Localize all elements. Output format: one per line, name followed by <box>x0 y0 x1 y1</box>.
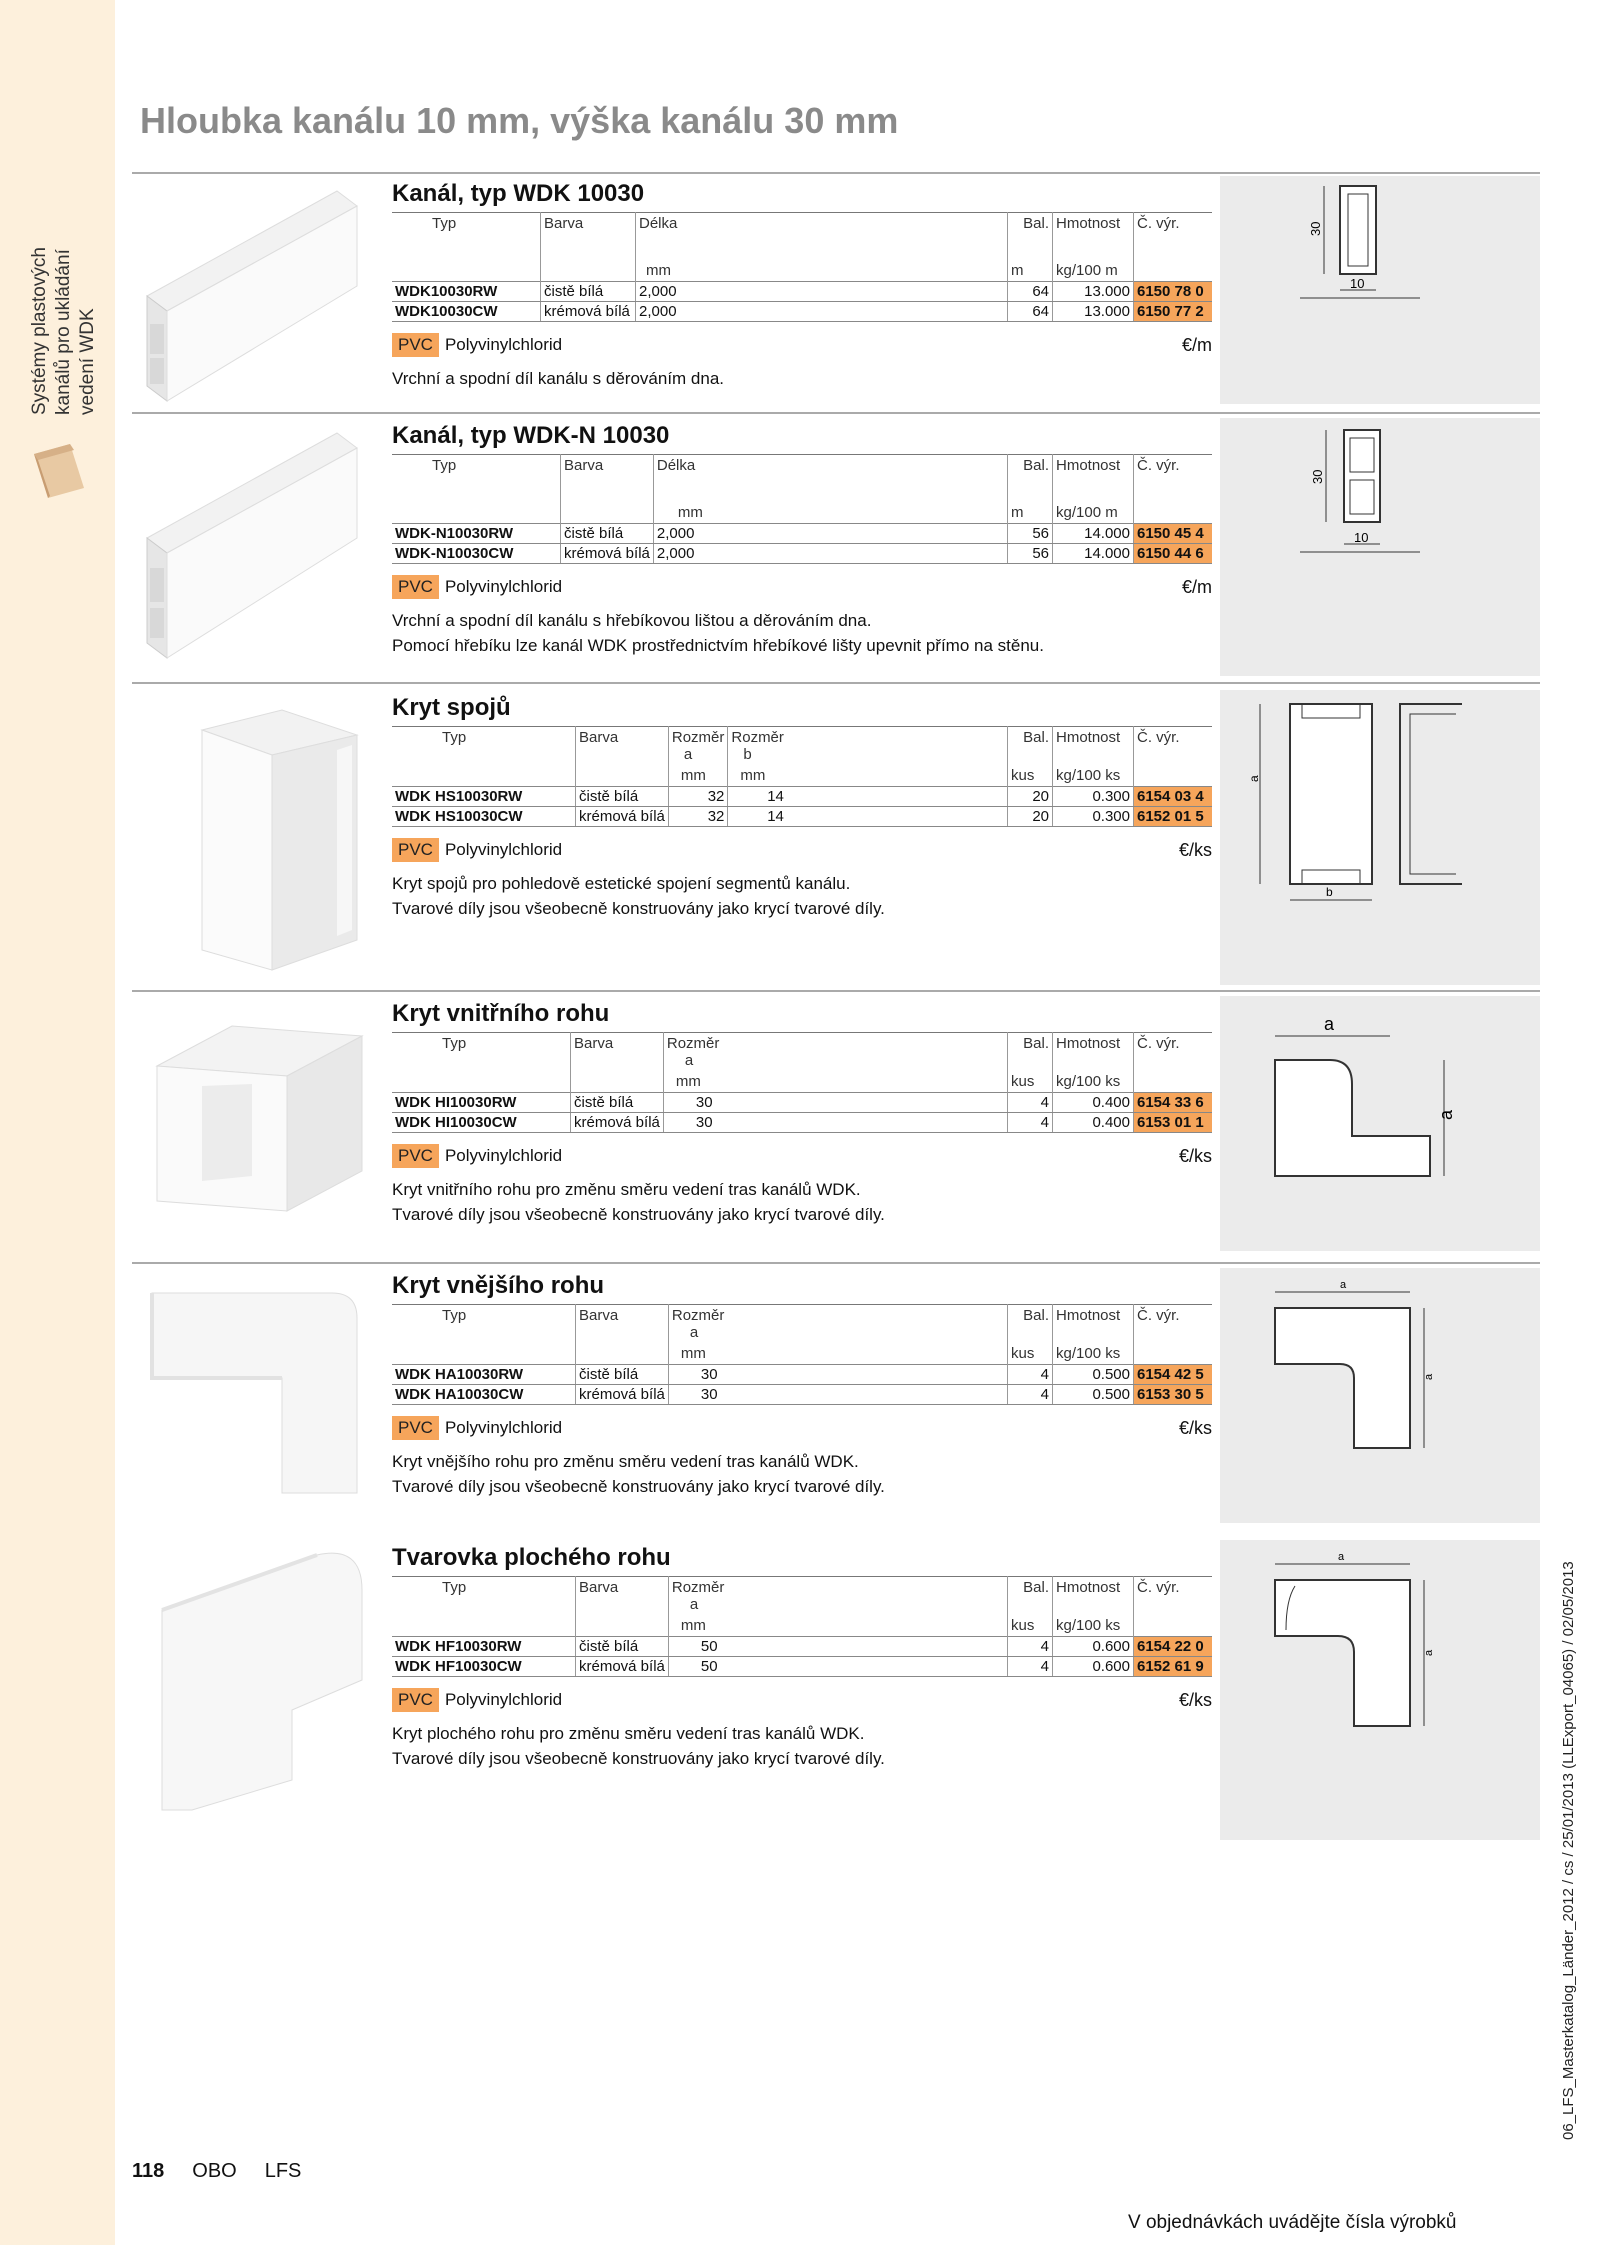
cell-dim: 30 <box>668 1365 755 1385</box>
cell-weight: 14.000 <box>1053 544 1134 564</box>
sidebar-label <box>28 247 100 415</box>
description-line: Kryt plochého rohu pro změnu směru vedení tras kanálů WDK. <box>392 1724 865 1743</box>
col-delka: Délka <box>653 455 930 477</box>
description-line: Kryt spojů pro pohledově estetické spojení segmentů kanálu. <box>392 874 851 893</box>
cell-weight: 0.600 <box>1053 1637 1134 1657</box>
cell-typ: WDK HA10030CW <box>392 1385 576 1405</box>
price-unit: €/m <box>1181 576 1212 597</box>
description-line: Kryt vnitřního rohu pro změnu směru vedení tras kanálů WDK. <box>392 1180 861 1199</box>
product-image <box>132 418 387 668</box>
cell-bal: 4 <box>1008 1093 1053 1113</box>
col-typ: Typ <box>442 1035 467 1052</box>
material-row <box>392 574 1212 600</box>
cell-weight: 0.400 <box>1053 1113 1134 1133</box>
material-row <box>392 332 1212 358</box>
unit-a: mm <box>668 765 728 787</box>
table-row <box>392 807 1212 827</box>
cell-dim: 30 <box>663 1093 750 1113</box>
material-code: PVC <box>392 838 439 862</box>
cell-dim: 2,000 <box>653 524 930 544</box>
material-name: Polyvinylchlorid <box>444 1690 563 1709</box>
cell-barva: čistě bílá <box>571 1093 664 1113</box>
material-name: Polyvinylchlorid <box>444 1418 563 1437</box>
order-note: V objednávkách uvádějte čísla výrobků <box>1128 2212 1457 2233</box>
col-hmotnost: Hmotnost <box>1053 1305 1134 1344</box>
col-barva: Barva <box>561 455 654 477</box>
spec-table <box>392 1304 1212 1405</box>
cell-weight: 0.400 <box>1053 1093 1134 1113</box>
cell-article: 6154 03 4 <box>1134 787 1213 807</box>
cell-a: 32 <box>668 807 728 827</box>
unit-weight: kg/100 m <box>1053 260 1134 282</box>
cell-article: 6150 44 6 <box>1134 544 1213 564</box>
product-section <box>392 176 1212 391</box>
cell-typ: WDK HF10030CW <box>392 1657 576 1677</box>
material-code: PVC <box>392 575 439 599</box>
col-rozmer: Rozměr a <box>668 1305 755 1344</box>
material-code: PVC <box>392 1144 439 1168</box>
unit-bal: kus <box>1008 765 1053 787</box>
cell-article: 6152 61 9 <box>1134 1657 1213 1677</box>
col-rozmer-a: Rozměr a <box>668 727 728 766</box>
section-title: Kryt vnitřního rohu <box>392 1000 610 1027</box>
spec-table <box>392 212 1212 322</box>
dim-label: a <box>1436 1109 1456 1120</box>
col-bal: Bal. <box>1008 213 1053 235</box>
col-hmotnost: Hmotnost <box>1053 213 1134 235</box>
col-cvyr: Č. výr. <box>1134 727 1213 766</box>
col-barva: Barva <box>576 727 669 766</box>
sidebar <box>0 0 115 2245</box>
cell-article: 6150 78 0 <box>1134 282 1213 302</box>
table-row <box>392 1637 1212 1657</box>
material-row <box>392 1415 1212 1441</box>
table-row <box>392 787 1212 807</box>
dim-label: a <box>1247 775 1261 782</box>
cell-b: 14 <box>728 807 787 827</box>
unit-dim: mm <box>636 260 923 282</box>
col-typ: Typ <box>432 457 457 474</box>
cell-bal: 56 <box>1008 544 1053 564</box>
material-code: PVC <box>392 1416 439 1440</box>
description-line: Vrchní a spodní díl kanálu s hřebíkovou lištou a děrováním dna. <box>392 611 872 630</box>
price-unit: €/ks <box>1178 1417 1212 1438</box>
spec-table <box>392 1576 1212 1677</box>
section-divider <box>132 172 1540 174</box>
product-section <box>392 1540 1212 1771</box>
page-title: Hloubka kanálu 10 mm, výška kanálu 30 mm <box>140 100 899 141</box>
table-row <box>392 1657 1212 1677</box>
col-bal: Bal. <box>1008 727 1053 766</box>
cell-weight: 0.500 <box>1053 1385 1134 1405</box>
cell-bal: 4 <box>1008 1385 1053 1405</box>
material-code: PVC <box>392 333 439 357</box>
page-footer <box>132 2160 301 2183</box>
cell-dim: 2,000 <box>636 282 923 302</box>
section-title: Kanál, typ WDK 10030 <box>392 180 645 207</box>
table-row <box>392 302 1212 322</box>
unit-dim: mm <box>653 502 930 524</box>
cell-typ: WDK HS10030CW <box>392 807 576 827</box>
dim-label: a <box>1324 1014 1335 1034</box>
section-title: Kanál, typ WDK-N 10030 <box>392 422 670 449</box>
unit-dim: mm <box>668 1615 755 1637</box>
description-line: Pomocí hřebíku lze kanál WDK prostřednictvím hřebíkové lišty upevnit přímo na stěnu. <box>392 636 1044 655</box>
unit-weight: kg/100 ks <box>1053 765 1134 787</box>
cell-dim: 30 <box>668 1385 755 1405</box>
cell-typ: WDK HF10030RW <box>392 1637 576 1657</box>
description <box>392 366 1212 391</box>
sidebar-line: vedení WDK <box>77 308 98 415</box>
product-image <box>132 1540 387 1820</box>
dim-label: 10 <box>1350 276 1365 291</box>
product-image <box>132 176 387 406</box>
cell-barva: čistě bílá <box>576 1365 669 1385</box>
description <box>392 871 1212 921</box>
col-barva: Barva <box>576 1305 669 1344</box>
material-row <box>392 837 1212 863</box>
unit-weight: kg/100 ks <box>1053 1615 1134 1637</box>
description <box>392 608 1212 658</box>
cell-bal: 20 <box>1008 807 1053 827</box>
cell-barva: krémová bílá <box>576 807 669 827</box>
cell-article: 6154 33 6 <box>1134 1093 1213 1113</box>
col-rozmer: Rozměr a <box>663 1033 750 1072</box>
cell-dim: 2,000 <box>653 544 930 564</box>
cell-b: 14 <box>728 787 787 807</box>
section-title: Tvarovka plochého rohu <box>392 1544 671 1571</box>
cell-typ: WDK-N10030RW <box>392 524 561 544</box>
cell-barva: čistě bílá <box>576 1637 669 1657</box>
cell-bal: 4 <box>1008 1365 1053 1385</box>
unit-bal: kus <box>1008 1071 1053 1093</box>
material-code: PVC <box>392 1688 439 1712</box>
cell-barva: krémová bílá <box>576 1657 669 1677</box>
cell-typ: WDK10030RW <box>392 282 541 302</box>
cell-dim: 30 <box>663 1113 750 1133</box>
material-name: Polyvinylchlorid <box>444 1146 563 1165</box>
col-hmotnost: Hmotnost <box>1053 727 1134 766</box>
cell-typ: WDK HI10030CW <box>392 1113 571 1133</box>
material-row <box>392 1143 1212 1169</box>
unit-weight: kg/100 m <box>1053 502 1134 524</box>
col-barva: Barva <box>576 1577 669 1616</box>
col-hmotnost: Hmotnost <box>1053 455 1134 477</box>
col-cvyr: Č. výr. <box>1134 1577 1213 1616</box>
price-unit: €/ks <box>1178 839 1212 860</box>
description-line: Tvarové díly jsou všeobecně konstruovány jako krycí tvarové díly. <box>392 1205 885 1224</box>
col-bal: Bal. <box>1008 1305 1053 1344</box>
cell-weight: 0.600 <box>1053 1657 1134 1677</box>
cell-barva: krémová bílá <box>541 302 636 322</box>
cell-article: 6153 01 1 <box>1134 1113 1213 1133</box>
cell-article: 6150 45 4 <box>1134 524 1213 544</box>
cell-article: 6153 30 5 <box>1134 1385 1213 1405</box>
unit-weight: kg/100 ks <box>1053 1071 1134 1093</box>
description-line: Kryt vnějšího rohu pro změnu směru vedení tras kanálů WDK. <box>392 1452 859 1471</box>
cell-article: 6150 77 2 <box>1134 302 1213 322</box>
product-image <box>132 1268 387 1518</box>
material-name: Polyvinylchlorid <box>444 840 563 859</box>
description-line: Tvarové díly jsou všeobecně konstruovány jako krycí tvarové díly. <box>392 1477 885 1496</box>
cell-barva: čistě bílá <box>541 282 636 302</box>
cell-typ: WDK HA10030RW <box>392 1365 576 1385</box>
cell-dim: 50 <box>668 1657 755 1677</box>
spec-table <box>392 726 1212 827</box>
description-line: Vrchní a spodní díl kanálu s děrováním dna. <box>392 369 725 388</box>
cell-barva: krémová bílá <box>571 1113 664 1133</box>
cell-barva: krémová bílá <box>561 544 654 564</box>
section-divider <box>132 990 1540 992</box>
dim-label: b <box>1326 885 1333 899</box>
dim-label: 10 <box>1354 530 1369 545</box>
description-line: Tvarové díly jsou všeobecně konstruovány jako krycí tvarové díly. <box>392 1749 885 1768</box>
dimension-drawing <box>1220 996 1540 1251</box>
unit-bal: kus <box>1008 1615 1053 1637</box>
section-title: Kryt vnějšího rohu <box>392 1272 605 1299</box>
dim-label: a <box>1423 1649 1435 1656</box>
dim-label: 30 <box>1308 221 1323 236</box>
table-row <box>392 1365 1212 1385</box>
dim-label: 30 <box>1310 469 1325 484</box>
col-typ: Typ <box>442 1307 467 1324</box>
col-delka: Délka <box>636 213 923 235</box>
cell-bal: 64 <box>1008 282 1053 302</box>
unit-bal: m <box>1008 260 1053 282</box>
cell-article: 6154 42 5 <box>1134 1365 1213 1385</box>
brand: OBO <box>192 2160 237 2182</box>
cell-barva: krémová bílá <box>576 1385 669 1405</box>
product-image <box>132 996 387 1246</box>
col-barva: Barva <box>541 213 636 235</box>
unit-dim: mm <box>668 1343 755 1365</box>
material-name: Polyvinylchlorid <box>444 577 563 596</box>
col-cvyr: Č. výr. <box>1134 213 1213 235</box>
cell-weight: 13.000 <box>1053 282 1134 302</box>
dim-label: a <box>1340 1279 1347 1291</box>
table-row <box>392 1385 1212 1405</box>
col-typ: Typ <box>442 1579 467 1596</box>
cell-weight: 13.000 <box>1053 302 1134 322</box>
cell-weight: 0.300 <box>1053 787 1134 807</box>
table-row <box>392 1113 1212 1133</box>
col-barva: Barva <box>571 1033 664 1072</box>
cell-weight: 0.500 <box>1053 1365 1134 1385</box>
dim-label: a <box>1423 1373 1435 1380</box>
price-unit: €/m <box>1181 334 1212 355</box>
cell-bal: 4 <box>1008 1657 1053 1677</box>
description <box>392 1721 1212 1771</box>
cell-barva: čistě bílá <box>576 787 669 807</box>
col-rozmer: Rozměr a <box>668 1577 755 1616</box>
cell-dim: 2,000 <box>636 302 923 322</box>
col-hmotnost: Hmotnost <box>1053 1577 1134 1616</box>
col-cvyr: Č. výr. <box>1134 1033 1213 1072</box>
col-rozmer-b: Rozměr b <box>728 727 787 766</box>
table-row <box>392 282 1212 302</box>
catalog-meta: 06_LFS_Masterkatalog_Länder_2012 / cs / 25/01/2013 (LLExport_04065) / 02/05/2013 <box>1560 1561 1577 2140</box>
table-row <box>392 544 1212 564</box>
col-bal: Bal. <box>1008 1577 1053 1616</box>
dimension-drawing <box>1220 1268 1540 1523</box>
col-typ: Typ <box>432 215 457 232</box>
col-bal: Bal. <box>1008 455 1053 477</box>
product-section <box>392 996 1212 1227</box>
material-name: Polyvinylchlorid <box>444 335 563 354</box>
cell-article: 6152 01 5 <box>1134 807 1213 827</box>
col-bal: Bal. <box>1008 1033 1053 1072</box>
cell-bal: 4 <box>1008 1113 1053 1133</box>
dimension-drawing <box>1220 176 1540 404</box>
sidebar-line: Systémy plastových <box>29 247 50 415</box>
dimension-drawing <box>1220 1540 1540 1840</box>
cell-a: 32 <box>668 787 728 807</box>
description <box>392 1177 1212 1227</box>
col-typ: Typ <box>442 729 467 746</box>
description-line: Tvarové díly jsou všeobecně konstruovány jako krycí tvarové díly. <box>392 899 885 918</box>
spec-table <box>392 1032 1212 1133</box>
product-section <box>392 418 1212 658</box>
unit-b: mm <box>728 765 787 787</box>
section-divider <box>132 682 1540 684</box>
cell-bal: 56 <box>1008 524 1053 544</box>
col-cvyr: Č. výr. <box>1134 1305 1213 1344</box>
cell-typ: WDK HS10030RW <box>392 787 576 807</box>
table-row <box>392 524 1212 544</box>
cell-typ: WDK10030CW <box>392 302 541 322</box>
table-row <box>392 1093 1212 1113</box>
unit-weight: kg/100 ks <box>1053 1343 1134 1365</box>
product-section <box>392 1268 1212 1499</box>
dimension-drawing <box>1220 418 1540 676</box>
col-cvyr: Č. výr. <box>1134 455 1213 477</box>
cell-dim: 50 <box>668 1637 755 1657</box>
cell-bal: 4 <box>1008 1637 1053 1657</box>
cell-article: 6154 22 0 <box>1134 1637 1213 1657</box>
description <box>392 1449 1212 1499</box>
cell-bal: 20 <box>1008 787 1053 807</box>
product-image <box>132 690 387 990</box>
cell-weight: 14.000 <box>1053 524 1134 544</box>
unit-bal: kus <box>1008 1343 1053 1365</box>
cell-typ: WDK-N10030CW <box>392 544 561 564</box>
section-title: Kryt spojů <box>392 694 511 721</box>
series: LFS <box>264 2160 302 2182</box>
cell-typ: WDK HI10030RW <box>392 1093 571 1113</box>
cell-weight: 0.300 <box>1053 807 1134 827</box>
channel-icon <box>30 440 88 500</box>
cell-bal: 64 <box>1008 302 1053 322</box>
dimension-drawing <box>1220 690 1540 985</box>
col-hmotnost: Hmotnost <box>1053 1033 1134 1072</box>
section-divider <box>132 1262 1540 1264</box>
price-unit: €/ks <box>1178 1689 1212 1710</box>
product-section <box>392 690 1212 921</box>
unit-dim: mm <box>663 1071 750 1093</box>
page-number: 118 <box>132 2160 165 2182</box>
material-row <box>392 1687 1212 1713</box>
dim-label: a <box>1338 1551 1345 1563</box>
cell-barva: čistě bílá <box>561 524 654 544</box>
spec-table <box>392 454 1212 564</box>
unit-bal: m <box>1008 502 1053 524</box>
sidebar-line: kanálů pro ukládání <box>53 249 74 415</box>
price-unit: €/ks <box>1178 1145 1212 1166</box>
section-divider <box>132 412 1540 414</box>
